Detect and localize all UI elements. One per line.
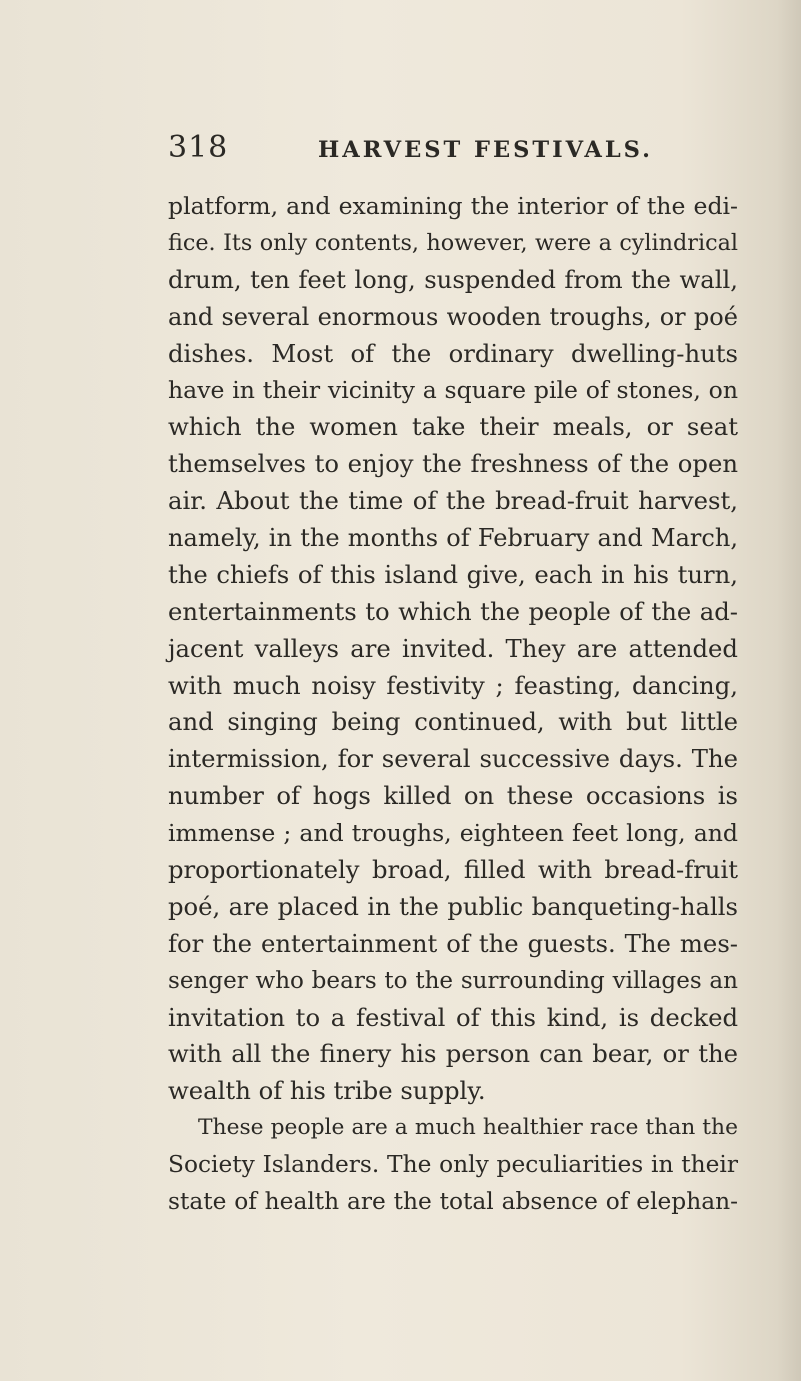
text-line: number of hogs killed on these occasions is [168, 781, 738, 811]
text-line: drum, ten feet long, suspended from the wall, [168, 264, 738, 294]
text-line: jacent valleys are invited. They are attended [168, 633, 738, 663]
text-line: platform, and examining the interior of the edi- [168, 192, 738, 220]
text-line: state of health are the total absence of elephan- [168, 1188, 738, 1216]
text-line: fice. Its only contents, however, were a cylindrical [168, 229, 738, 256]
text-line: proportionately broad, filled with bread-fruit [168, 855, 738, 885]
text-line: which the women take their meals, or seat [168, 412, 738, 442]
paragraph-end-line: wealth of his tribe supply. [168, 1076, 486, 1106]
text-line: immense ; and troughs, eighteen feet long, and [168, 819, 738, 848]
text-line: themselves to enjoy the freshness of the open [168, 449, 738, 479]
text-line: Society Islanders. The only peculiarities in their [168, 1151, 738, 1179]
text-line: namely, in the months of February and March, [168, 524, 738, 553]
text-line: have in their vicinity a square pile of stones, on [168, 376, 738, 405]
text-line: senger who bears to the surrounding villages an [168, 967, 738, 994]
text-line: for the entertainment of the guests. The mes- [168, 928, 738, 958]
running-title: HARVEST FESTIVALS. [318, 137, 653, 163]
body-text [168, 188, 738, 1221]
text-line: the chiefs of this island give, each in his turn, [168, 559, 738, 589]
text-line: dishes. Most of the ordinary dwelling-huts [168, 338, 738, 368]
text-line: intermission, for several successive days. The [168, 744, 738, 774]
paragraph-start-line: These people are a much healthier race than the [198, 1115, 738, 1141]
text-line: with all the finery his person can bear, or the [168, 1039, 738, 1069]
text-line: poé, are placed in the public banqueting-halls [168, 891, 738, 921]
text-line: and several enormous wooden troughs, or poé [168, 302, 738, 331]
page-number: 318 [168, 130, 229, 165]
text-line: with much noisy festivity ; feasting, dancing, [168, 670, 738, 700]
text-line: entertainments to which the people of the ad- [168, 596, 738, 626]
text-line: invitation to a festival of this kind, is decked [168, 1002, 738, 1032]
text-line: and singing being continued, with but little [168, 707, 738, 737]
text-line: air. About the time of the bread-fruit harvest, [168, 486, 738, 516]
page-header [0, 128, 801, 172]
